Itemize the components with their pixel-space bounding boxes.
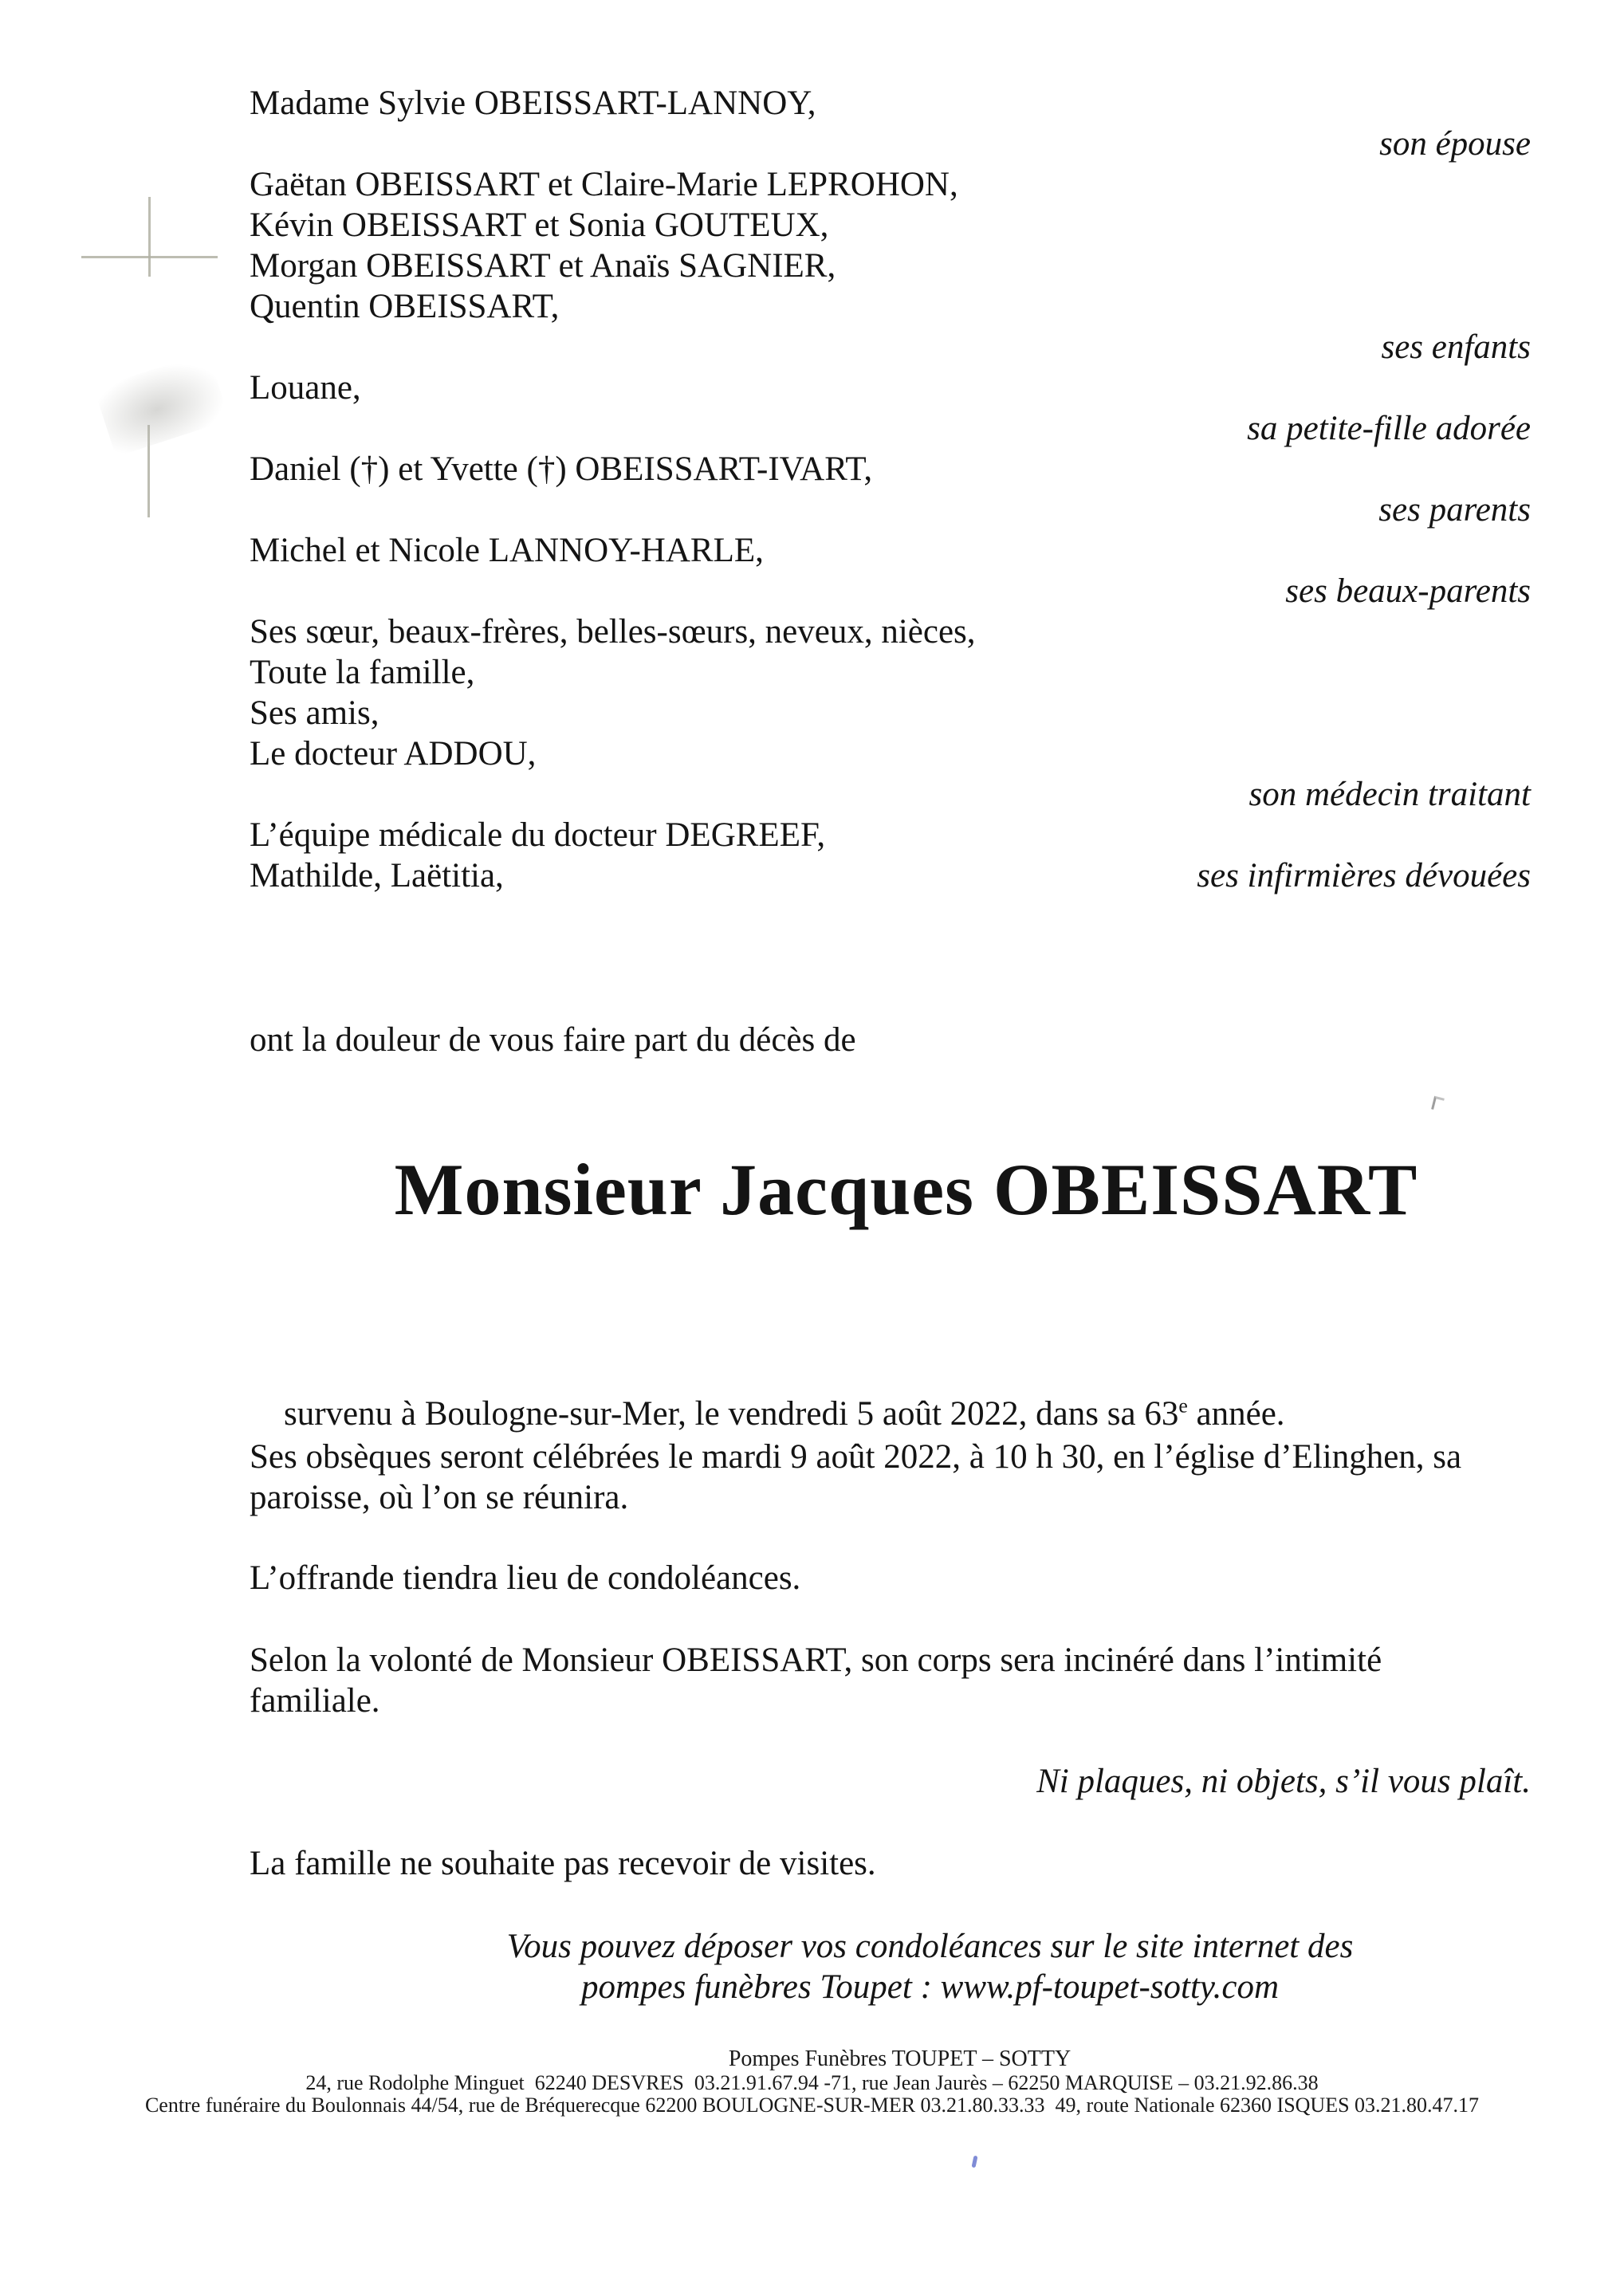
funeral-home-address-1: 24, rue Rodolphe Minguet 62240 DESVRES 03.21.91.67.94 -71, rue Jean Jaurès – 62250 MARQUISE – 03.21.92.86.38: [305, 2071, 1319, 2094]
relation-label: ses infirmières dévouées: [1197, 857, 1531, 894]
family-member-line: Gaëtan OBEISSART et Claire-Marie LEPROHON,: [250, 166, 958, 203]
funeral-paragraph: [250, 1437, 1531, 1518]
funeral-line: paroisse, où l’on se réunira.: [250, 1479, 629, 1516]
funeral-home-name: Pompes Funèbres TOUPET – SOTTY: [728, 2046, 1072, 2071]
cremation-paragraph: [250, 1640, 1531, 1721]
death-details-suffix: année.: [1187, 1395, 1285, 1433]
condolences-note: [250, 1926, 1571, 2007]
family-member-line: Le docteur ADDOU,: [250, 735, 537, 773]
relation-label: ses enfants: [1381, 328, 1531, 366]
relation-label: ses beaux-parents: [1285, 572, 1531, 610]
death-details-line: [250, 1353, 1531, 1433]
scan-speck-gray: [1431, 1096, 1445, 1112]
funeral-home-address-2: Centre funéraire du Boulonnais 44/54, rue de Bréquerecque 62200 BOULOGNE-SUR-MER 03.21.80.33.33 49, route Nationale 62360 ISQUES 03.21.80.47.17: [144, 2094, 1480, 2117]
family-member-with-relation: [250, 855, 1531, 896]
funeral-line: Ses obsèques seront célébrées le mardi 9 août 2022, à 10 h 30, en l’église d’Elinghen, sa: [250, 1438, 1462, 1476]
death-details-prefix: survenu à Boulogne-sur-Mer, le vendredi 5 août 2022, dans sa 63: [284, 1395, 1179, 1433]
cremation-line: familiale.: [250, 1682, 380, 1720]
condolences-website-line: pompes funèbres Toupet : www.pf-toupet-sotty.com: [580, 1968, 1280, 2006]
relation-label: son médecin traitant: [1248, 776, 1531, 813]
no-visits-line: La famille ne souhaite pas recevoir de visites.: [250, 1845, 876, 1882]
family-member-line: Quentin OBEISSART,: [250, 288, 560, 325]
deceased-name: Monsieur Jacques OBEISSART: [394, 1149, 1418, 1230]
offering-line: L’offrande tiendra lieu de condoléances.: [250, 1559, 801, 1597]
family-member-line: Michel et Nicole LANNOY-HARLE,: [250, 532, 764, 569]
relation-label: son épouse: [1379, 125, 1531, 163]
scan-smudge: [94, 352, 230, 457]
registration-cross-vertical: [148, 197, 151, 277]
family-member-line: Daniel (†) et Yvette (†) OBEISSART-IVART,: [250, 450, 873, 488]
relation-label: sa petite-fille adorée: [1247, 410, 1531, 447]
family-member-line: L’équipe médicale du docteur DEGREEF,: [250, 816, 826, 854]
family-member-line: Madame Sylvie OBEISSART-LANNOY,: [250, 85, 816, 122]
family-member-line: Morgan OBEISSART et Anaïs SAGNIER,: [250, 247, 836, 285]
family-member-line: Ses sœur, beaux-frères, belles-sœurs, neveux, nièces,: [250, 613, 976, 651]
family-member-line: Mathilde, Laëtitia,: [250, 857, 504, 894]
family-member-line: Toute la famille,: [250, 654, 475, 691]
family-block: [250, 83, 1531, 896]
scan-speck-blue: [971, 2156, 977, 2168]
funeral-home-footer: [0, 2047, 1624, 2116]
announcement-intro: ont la douleur de vous faire part du décès de: [250, 1021, 856, 1059]
condolences-line: Vous pouvez déposer vos condoléances sur le site internet des: [506, 1928, 1354, 1965]
ordinal-superscript: e: [1178, 1394, 1188, 1417]
family-member-line: Ses amis,: [250, 694, 379, 732]
family-member-line: Kévin OBEISSART et Sonia GOUTEUX,: [250, 206, 829, 244]
relation-label: ses parents: [1378, 491, 1531, 529]
cremation-line: Selon la volonté de Monsieur OBEISSART, son corps sera incinéré dans l’intimité: [250, 1641, 1382, 1679]
family-member-line: Louane,: [250, 369, 361, 407]
no-plaques-note: Ni plaques, ni objets, s’il vous plaît.: [1036, 1763, 1531, 1800]
